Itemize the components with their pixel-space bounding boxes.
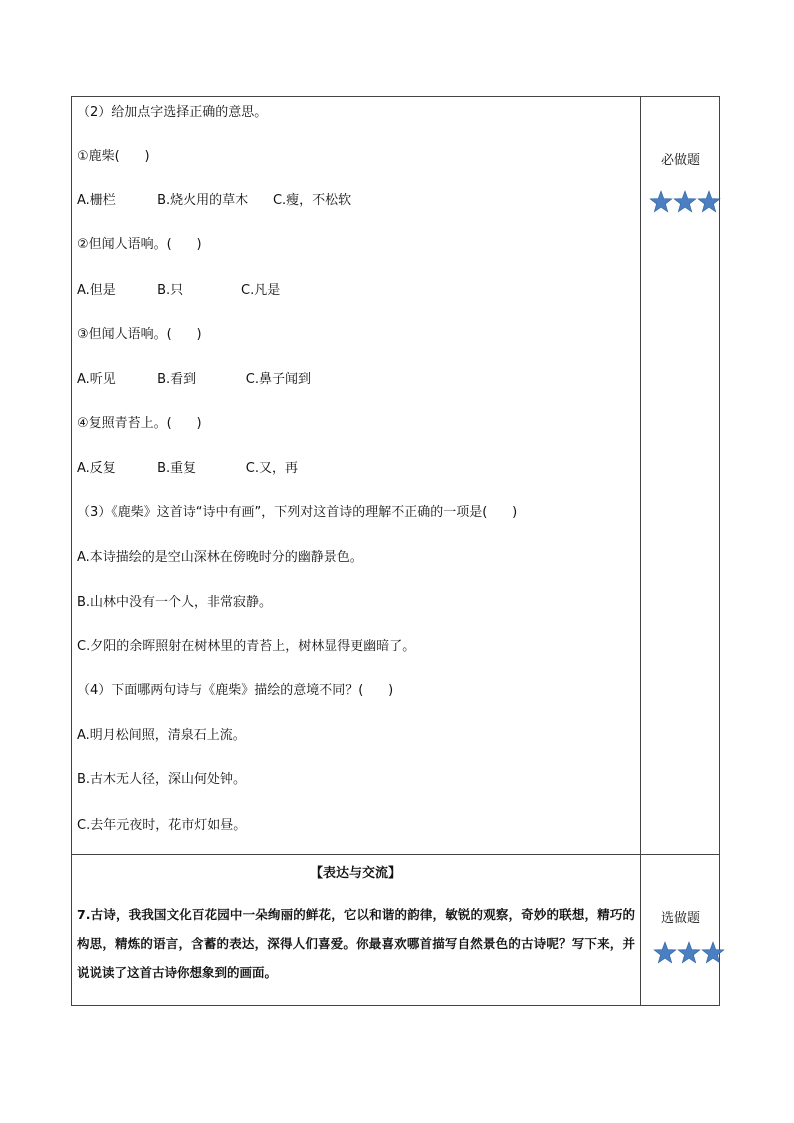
optional-label: 选做题: [660, 911, 700, 926]
question-4-option-b: B.古木无人径，深山何处钟。: [77, 772, 247, 787]
question-2-3-options: A.听见 B.看到 C.鼻子闻到: [77, 372, 311, 387]
optional-stars: [653, 941, 725, 965]
question-2-1: ①鹿柴( ): [77, 149, 150, 164]
worksheet-table: [71, 96, 721, 1007]
question-3-option-a: A.本诗描绘的是空山深林在傍晚时分的幽静景色。: [77, 550, 363, 565]
question-2-1-options: A.栅栏 B.烧火用的草木 C.瘦，不松软: [77, 193, 352, 208]
question-2-3: ③但闻人语响。( ): [77, 327, 202, 342]
question-2-4: ④复照青苔上。( ): [77, 416, 202, 431]
question-2-2-options: A.但是 B.只 C.凡是: [77, 283, 281, 298]
question-3-title: （3）《鹿柴》这首诗“诗中有画”，下列对这首诗的理解不正确的一项是( ): [77, 505, 518, 520]
section-title: 【表达与交流】: [309, 866, 401, 881]
star-icon: [697, 190, 721, 214]
star-icon: [701, 941, 725, 965]
question-3-option-c: C.夕阳的余晖照射在树林里的青苔上，树林显得更幽暗了。: [77, 639, 416, 654]
required-stars: [649, 190, 721, 214]
question-4-title: （4）下面哪两句诗与《鹿柴》描绘的意境不同？( ): [77, 683, 394, 698]
question-2-4-options: A.反复 B.重复 C.又，再: [77, 461, 298, 476]
star-icon: [649, 190, 673, 214]
question-2-title: （2）给加点字选择正确的意思。: [77, 105, 268, 120]
question-3-option-b: B.山林中没有一个人，非常寂静。: [77, 595, 273, 610]
question-4-option-a: A.明月松间照，清泉石上流。: [77, 728, 246, 743]
question-7-text: 7.古诗，我我国文化百花园中一朵绚丽的鲜花，它以和谐的韵律，敏锐的观察，奇妙的联想，精巧的构思，精炼的语言，含蓄的表达，深得人们喜爱。你最喜欢哪首描写自然景色的古诗呢？写下来，并说说读了这首古诗你想象到的画面。: [77, 907, 635, 980]
star-icon: [677, 941, 701, 965]
column-divider: [640, 96, 641, 1006]
star-icon: [673, 190, 697, 214]
star-icon: [653, 941, 677, 965]
required-label: 必做题: [660, 153, 700, 168]
question-2-2: ②但闻人语响。( ): [77, 237, 202, 252]
question-4-option-c: C.去年元夜时，花市灯如昼。: [77, 818, 247, 833]
row-divider: [71, 854, 720, 855]
